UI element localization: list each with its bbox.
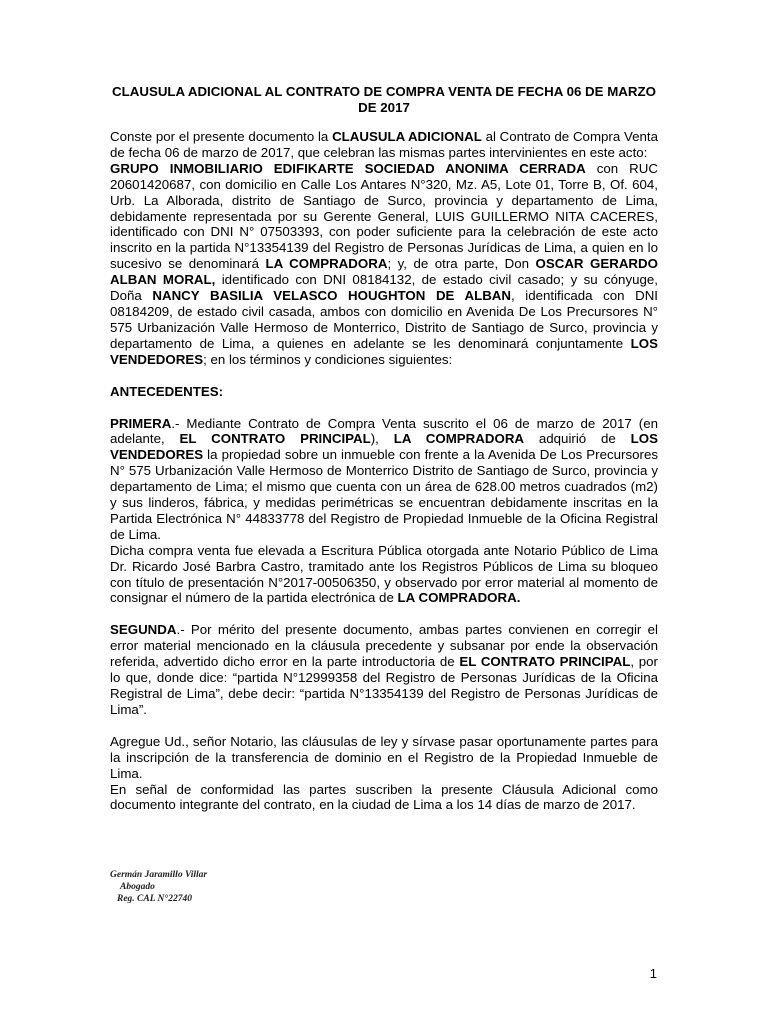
signatory-name: Germán Jaramillo Villar [110, 870, 208, 880]
bold-text-run: GRUPO INMOBILIARIO EDIFIKARTE SOCIEDAD ANONIMA CERRADA [110, 160, 586, 176]
text-run: .- Por mérito del presente documento, ambas partes convienen en corregir el error material mencionado en la cláusula precedente y subsanar por ende la observación referida, advertido dicho error en la parte introductoria de [110, 622, 658, 670]
text-run: ), [370, 431, 394, 447]
text-run: Conste por el presente documento la [110, 129, 333, 144]
bold-text-run: LOS VENDEDORES [110, 335, 658, 367]
page-number: 1 [649, 966, 657, 981]
bold-text-run: CLAUSULA ADICIONAL [332, 129, 482, 144]
clause-primera [110, 416, 658, 543]
text-run: .- Mediante Contrato de Compra Venta suscrito el 06 de marzo de 2017 (en adelante, [110, 415, 658, 447]
document-title: CLAUSULA ADICIONAL AL CONTRATO DE COMPRA VENTA DE FECHA 06 DE MARZO DE 2017 [112, 84, 656, 115]
text-run: al Contrato de Compra Venta de fecha 06 de marzo de 2017, que celebran las mismas partes intervinientes en este acto: [110, 129, 659, 160]
text-run: ; en los términos y condiciones siguientes: [203, 351, 453, 367]
text-run: ; y, de otra parte, Don [387, 256, 536, 272]
bold-text-run: PRIMERA [110, 415, 172, 431]
bold-text-run: LOS VENDEDORES [110, 431, 658, 463]
text-run: la propiedad sobre un inmueble con frente a la Avenida De Los Precursores N° 575 Urbanización Valle Hermoso de Monterrico Distrito de Santiago de Surco, provincia y departamento de Lima; el mismo que cuenta con un área de 628.00 metros cuadrados (m2) y sus linderos, fábrica, y medidas perimétricas se encuentran debidamente inscritas en la Partida Electrónica N° 44833778 del Registro de Propiedad Inmueble de la Oficina Registral de Lima. [110, 447, 658, 542]
clause-primera-continuation [110, 543, 658, 607]
bold-text-run: EL CONTRATO PRINCIPAL [459, 654, 631, 670]
text-run: adquirió de [524, 431, 631, 447]
text-run: identificado con DNI 08184132, de estado civil casado; y su cónyuge, Doña [110, 272, 658, 304]
antecedentes-heading: ANTECEDENTES: [110, 383, 224, 399]
document-body [110, 129, 658, 813]
bold-text-run: EL CONTRATO PRINCIPAL [179, 431, 371, 447]
intro-paragraph [110, 129, 658, 161]
text-run: Agregue Ud., señor Notario, las cláusulas de ley y sírvase pasar oportunamente partes para la inscripción de la transferencia de dominio en el Registro de la Propiedad Inmueble de Lima. [110, 733, 658, 781]
signature-block [110, 869, 207, 905]
notary-request-paragraph [110, 734, 658, 782]
bold-text-run: LA COMPRADORA [265, 256, 388, 272]
text-run: Dicha compra venta fue elevada a Escritura Pública otorgada ante Notario Público de Lima Dr. Ricardo José Barbra Castro, tramitado ante los Registros Públicos de Lima su bloqueo con título de presentación N°2017-00506350, y observado por error material al momento de consignar el número de la partida electrónica de [110, 542, 658, 606]
conformity-paragraph [110, 782, 658, 814]
signatory-registration: Reg. CAL N°22740 [117, 894, 192, 904]
bold-text-run: LA COMPRADORA [393, 431, 525, 447]
text-run: , por lo que, donde dice: “partida N°12999358 del Registro de Personas Jurídicas de la Oficina Registral de Lima”, debe decir: “partida N°13354139 del Registro de Personas Jurídicas de Lima”. [110, 654, 658, 717]
bold-text-run: SEGUNDA [110, 622, 177, 638]
bold-text-run: OSCAR GERARDO ALBAN MORAL, [110, 256, 658, 288]
signatory-role: Abogado [120, 882, 155, 892]
bold-text-run: LA COMPRADORA. [397, 590, 521, 606]
text-run: , identificada con DNI 08184209, de estado civil casada, ambos con domicilio en Avenida De Los Precursores N° 575 Urbanización Valle Hermoso de Monterrico, Distrito de Santiago de Surco, provincia y departamento de Lima, a quienes en adelante se les denominará conjuntamente [110, 288, 659, 351]
text-run: En señal de conformidad las partes suscriben la presente Cláusula Adicional como documento integrante del contrato, en la ciudad de Lima a los 14 días de marzo de 2017. [110, 781, 658, 813]
clause-segunda [110, 622, 658, 717]
bold-text-run: NANCY BASILIA VELASCO HOUGHTON DE ALBAN [152, 288, 512, 304]
text-run: con RUC 20601420687, con domicilio en Calle Los Antares N°320, Mz. A5, Lote 01, Torre B, Of. 604, Urb. La Alborada, distrito de Santiago de Surco, provincia y departamento de Lima, debidamente representada por su Gerente General, LUIS GUILLERMO NITA CACERES, identificado con DNI N° 07503393, con poder suficiente para la celebración de este acto inscrito en la partida N°13354139 del Registro de Personas Jurídicas de Lima, a quien en lo sucesivo se denominará [110, 160, 658, 272]
parties-paragraph [110, 161, 658, 368]
